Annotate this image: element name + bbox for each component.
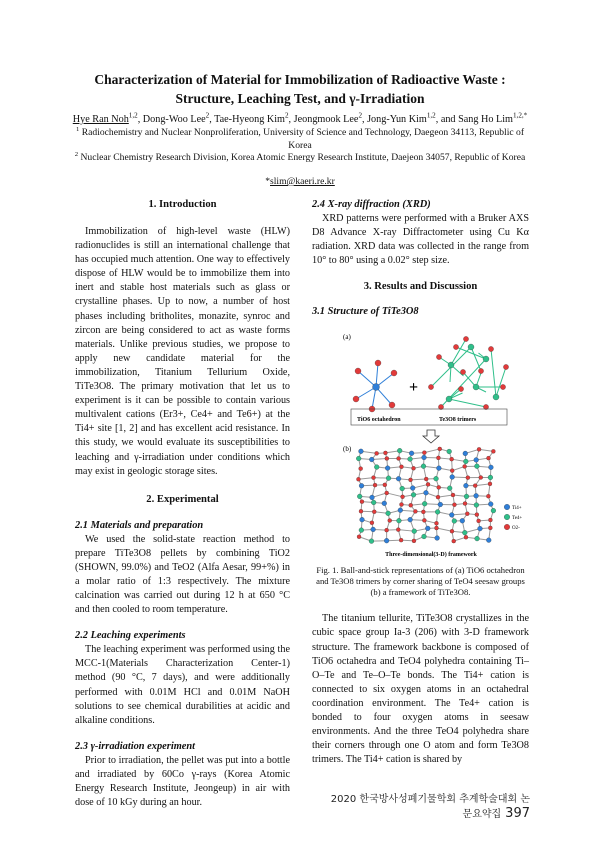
oxygen-atom	[460, 370, 465, 375]
s24-heading: 2.4 X-ray diffraction (XRD)	[312, 199, 431, 210]
tellurium-atom	[446, 449, 451, 454]
oxygen-atom	[357, 535, 361, 539]
oxygen-atom	[399, 465, 403, 469]
oxygen-atom	[411, 539, 415, 543]
oxygen-atom	[384, 491, 388, 495]
oxygen-atom	[463, 337, 468, 342]
oxygen-atom	[463, 502, 467, 506]
oxygen-atom	[396, 528, 400, 532]
fig-label-a: (a)	[342, 333, 351, 342]
bond	[479, 450, 493, 452]
titanium-atom	[409, 451, 414, 456]
oxygen-atom	[474, 513, 478, 517]
oxygen-atom	[353, 396, 359, 402]
titanium-atom	[407, 518, 412, 523]
figure-1	[321, 327, 521, 559]
bond	[386, 493, 402, 497]
legend-label: Ti4+	[511, 506, 522, 512]
oxygen-atom	[375, 360, 381, 366]
bond	[491, 349, 496, 397]
s31-text: The titanium tellurite, TiTe3O8 crystallizes in the cubic space group Ia-3 (206) with 3-D framework structure. The framework backbone is composed of TiO6 octahedra and TeO4 polyhedra containing Ti–O–Te and Te–O–Te bonds. The Ti4+ cation is connected to six oxygen atoms in an octahedral coordination environment. The Te4+ cation is bonded to four oxygen atoms in seesaw environments. And the three TeO4 polyhedra share their corners through one O atom and form Te3O8 trimers. The Ti4+ cation is shared by	[312, 613, 529, 766]
left-column	[75, 198, 290, 810]
legend-swatch	[504, 525, 510, 531]
title-line-1: Characterization of Material for Immobilization of Radioactive Waste :	[94, 72, 506, 87]
tellurium-atom	[447, 486, 452, 491]
oxygen-atom	[450, 493, 454, 497]
oxygen-atom	[491, 450, 495, 454]
titanium-atom	[462, 451, 467, 456]
tellurium-atom	[386, 476, 391, 481]
affiliation-1	[70, 127, 530, 152]
titanium-atom	[397, 508, 402, 513]
oxygen-atom	[428, 385, 433, 390]
titanium-atom	[486, 538, 491, 543]
s21-heading: 2.1 Materials and preparation	[75, 519, 204, 531]
results-heading: 3. Results and Discussion	[363, 281, 478, 293]
right-column	[312, 198, 529, 767]
oxygen-atom	[477, 448, 481, 452]
oxygen-atom	[434, 522, 438, 526]
oxygen-atom	[458, 387, 463, 392]
s31-heading: 3.1 Structure of TiTe3O8	[312, 306, 419, 318]
bond	[410, 479, 426, 480]
tio6-octahedron-drawing	[353, 360, 397, 412]
titanium-atom	[488, 465, 493, 470]
oxygen-atom	[384, 529, 388, 533]
tellurium-atom	[358, 528, 363, 533]
titanium-atom	[410, 486, 415, 491]
affiliation-2-text: Nuclear Chemistry Research Division, Korea Atomic Energy Research Institute, Daejeon 34057, Republic of Korea	[80, 152, 526, 163]
oxygen-atom	[383, 451, 387, 455]
contact-email	[70, 176, 530, 189]
tellurium-atom	[435, 510, 440, 515]
oxygen-atom	[356, 478, 360, 482]
tellurium-atom	[407, 457, 412, 462]
titanium-atom	[369, 495, 374, 500]
oxygen-atom	[373, 483, 377, 487]
titanium-atom	[421, 455, 426, 460]
tellurium-atom	[468, 344, 474, 350]
tellurium-atom	[397, 449, 402, 454]
affiliation-1-text: Radiochemistry and Nuclear Nonproliferation, University of Science and Technology, Daegeon 34113, Republic of Korea	[81, 127, 525, 151]
element-legend	[504, 505, 522, 532]
oxygen-atom	[400, 495, 404, 499]
s23-heading: 2.3 γ-irradiation experiment	[75, 740, 196, 752]
oxygen-atom	[411, 467, 415, 471]
s23-text: Prior to irradiation, the pellet was put into a bottle and irradiated by 60Co γ-rays (Korea Atomic Energy Research Institute, Jeongeup) in air with dose of 10 kGy during an hour.	[75, 754, 290, 809]
oxygen-atom	[413, 510, 417, 514]
oxygen-atom	[434, 526, 438, 530]
author-6: Sang Ho Lim	[458, 114, 513, 125]
titanium-atom	[477, 527, 482, 532]
titanium-atom	[396, 477, 401, 482]
oxygen-atom	[422, 519, 426, 523]
crystal-structure-figure	[321, 327, 521, 559]
oxygen-atom	[408, 478, 412, 482]
oxygen-atom	[424, 477, 428, 481]
oxygen-atom	[463, 536, 467, 540]
email-link[interactable]: slim@kaeri.re.kr	[270, 176, 335, 187]
author-2: Dong-Woo Lee	[142, 114, 206, 125]
titanium-atom	[423, 491, 428, 496]
tellurium-atom	[448, 362, 454, 368]
oxygen-atom	[476, 519, 480, 523]
oxygen-atom	[426, 483, 430, 487]
author-1-sup: 1,2	[128, 111, 138, 120]
tellurium-atom	[491, 509, 496, 514]
tellurium-atom	[385, 511, 390, 516]
tellurium-atom	[421, 464, 426, 469]
tellurium-atom	[433, 477, 438, 482]
oxygen-atom	[422, 451, 426, 455]
oxygen-atom	[449, 458, 453, 462]
title-line-2: Structure, Leaching Test, and γ-Irradiation	[175, 91, 425, 106]
bond	[436, 528, 451, 531]
author-list: Hye Ran Noh$^{1,2}$, Dong-Woo Lee$^2$, Tae-Hyeong Kim$^2$, Jeongmook Lee$^2$, Jong-Yun Kim$^{1,2}$, and Sang Ho Lim$^{1,2,*}$	[72, 111, 528, 125]
author-6-sup: 1,2,*	[512, 111, 528, 120]
oxygen-atom	[369, 521, 373, 525]
tellurium-atom	[474, 537, 479, 542]
titanium-atom	[436, 466, 441, 471]
s22-heading: 2.2 Leaching experiments	[75, 630, 186, 642]
affiliation-2	[70, 152, 530, 165]
oxygen-atom	[372, 510, 376, 514]
oxygen-atom	[384, 457, 388, 461]
te3o8-label: Te3O8 trimers	[438, 417, 476, 424]
oxygen-atom	[465, 476, 469, 480]
titanium-atom	[449, 475, 454, 480]
tellurium-atom	[451, 519, 456, 524]
oxygen-atom	[436, 486, 440, 490]
legend-swatch	[504, 505, 510, 511]
oxygen-atom	[389, 402, 395, 408]
author-3: Tae-Hyeong Kim	[214, 114, 285, 125]
tellurium-atom	[399, 487, 404, 492]
tellurium-atom	[488, 475, 493, 480]
s21-text: We used the solid-state reaction method to prepare TiTe3O8 pellets by combining TiO2 (SHOWN, 99.0%) and TeO2 (Alfa Aesar, 99+%) in a molar ratio of 1:3 respectively. The mixture calcination was carried out during 12 h at 650 °C and then cooled to room temperature.	[75, 533, 290, 616]
tellurium-atom	[396, 519, 401, 524]
titanium-atom	[434, 536, 439, 541]
titanium-atom	[384, 539, 389, 544]
author-4-sup: 2	[358, 111, 362, 120]
tellurium-atom	[374, 465, 379, 470]
titanium-atom	[370, 527, 375, 532]
affiliation-2-num: 2	[74, 150, 79, 158]
bond	[438, 495, 453, 497]
titanium-atom	[463, 484, 468, 489]
oxygen-atom	[437, 447, 441, 451]
page-footer	[330, 790, 530, 821]
oxygen-atom	[453, 345, 458, 350]
oxygen-atom	[436, 355, 441, 360]
titanium-atom	[369, 457, 374, 462]
fig-label-b: (b)	[342, 445, 351, 454]
tellurium-atom	[369, 539, 374, 544]
tellurium-atom	[422, 502, 427, 507]
titanium-atom	[488, 502, 493, 507]
oxygen-atom	[486, 456, 490, 460]
oxygen-atom	[399, 503, 403, 507]
titanium-atom	[473, 458, 478, 463]
bond	[449, 399, 486, 407]
titanium-atom	[449, 513, 454, 518]
tellurium-atom	[411, 493, 416, 498]
oxygen-atom	[436, 456, 440, 460]
author-5-sup: 1,2	[426, 111, 436, 120]
tellurium-atom	[462, 531, 467, 536]
tellurium-atom	[411, 529, 416, 534]
oxygen-atom	[387, 519, 391, 523]
oxygen-atom	[382, 483, 386, 487]
bond	[496, 367, 506, 397]
s24-text: XRD patterns were performed with a Bruker AXS D8 Advance X-ray Diffractometer using Cu Kα radiation. XRD data was collected in the range from 10° to 80° using a 0.02° step size.	[312, 213, 529, 267]
tellurium-atom	[473, 384, 479, 390]
author-3-sup: 2	[284, 111, 289, 120]
author-2-sup: 2	[205, 111, 210, 120]
oxygen-atom	[487, 482, 491, 486]
tellurium-atom	[483, 356, 489, 362]
oxygen-atom	[358, 510, 362, 514]
titanium-atom	[425, 526, 430, 531]
bond	[424, 449, 439, 453]
oxygen-atom	[359, 500, 363, 504]
oxygen-atom	[452, 503, 456, 507]
oxygen-atom	[451, 539, 455, 543]
tellurium-atom	[493, 394, 499, 400]
legend-label: O2-	[511, 526, 520, 532]
oxygen-atom	[355, 368, 361, 374]
affiliation-1-num: 1	[75, 125, 80, 133]
bond	[475, 484, 490, 486]
titanium-atom	[437, 502, 442, 507]
titanium-atom	[459, 519, 464, 524]
email-prefix: *	[265, 176, 270, 187]
titanium-atom	[359, 484, 364, 489]
author-4: Jeongmook Lee	[293, 114, 359, 125]
oxygen-atom	[462, 465, 466, 469]
oxygen-atom	[436, 496, 440, 500]
author-5: Jong-Yun Kim	[367, 114, 427, 125]
oxygen-atom	[408, 504, 412, 508]
oxygen-atom	[478, 369, 483, 374]
down-arrow-icon	[423, 430, 439, 443]
intro-text: Immobilization of high-level waste (HLW) radionuclides is still an international challenge that has occupied much attention. One way to effectively dispose of HLW would be to immobilize them into inert and stable host materials such as glass or crystalline phases. Up to now, a number of host phases including britholites, monazite, synroc and zircon are being considered to act as waste forms materials. Unlike previous studies, we propose to apply new candidate material for the immobilization, Titanium Tellurium Oxide, TiTe3O8. The primary motivation that let us to experiment is it can be possible to contain various multivalent cations (Er3+, Ce4+ and Te6+) at the Ti4+ site [1, 2] and has excellent acid resistance. In this study, we would evaluate its susceptibilities to leaching and γ-irradiation under conditions which may exist in geologic storage sites.	[75, 226, 290, 477]
oxygen-atom	[358, 467, 362, 471]
paper-title	[0, 70, 600, 108]
bond	[451, 339, 466, 365]
oxygen-atom	[488, 518, 492, 522]
titanium-atom	[473, 494, 478, 499]
oxygen-atom	[488, 347, 493, 352]
oxygen-atom	[473, 484, 477, 488]
oxygen-atom	[374, 452, 378, 456]
titanium-atom	[385, 466, 390, 471]
titanium-atom	[358, 449, 363, 454]
oxygen-atom	[500, 385, 505, 390]
plus-sign: +	[408, 379, 418, 397]
titanium-atom	[359, 518, 364, 523]
legend-swatch	[504, 515, 510, 521]
tio6-label: TiO6 octahedron	[356, 417, 401, 424]
bond	[358, 478, 373, 480]
tellurium-atom	[473, 503, 478, 508]
oxygen-atom	[371, 476, 375, 480]
tellurium-atom	[421, 534, 426, 539]
oxygen-atom	[465, 512, 469, 516]
oxygen-atom	[503, 365, 508, 370]
te3o8-trimer-drawing	[428, 337, 508, 410]
tellurium-atom	[474, 464, 479, 469]
figure-caption: Fig. 1. Ball-and-stick representations of (a) TiO6 octahedron and Te3O8 trimers by corner sharing of TeO4 seesaw groups (b) a framework of TiTe3O8.	[316, 565, 525, 598]
s22-text: The leaching experiment was performed using the MCC-1(Materials Characterization Center-1) method (90 °C, 7 days), and were additionally performed with 0.01M HCl and 0.01M NaOH solutions to see chemical durabilities at acidic and alkaline conditions.	[75, 644, 290, 726]
tellurium-atom	[446, 396, 452, 402]
bond	[471, 347, 481, 371]
experimental-heading: 2. Experimental	[146, 493, 219, 505]
footer-text: 2020 한국방사성폐기물학회 추계학술대회 논문요약집	[330, 794, 530, 820]
framework-drawing	[356, 447, 496, 544]
oxygen-atom	[486, 495, 490, 499]
tellurium-atom	[463, 459, 468, 464]
oxygen-atom	[391, 370, 397, 376]
oxygen-atom	[488, 526, 492, 530]
author-1: Hye Ran Noh	[72, 114, 129, 125]
framework-label: Three-dimensional(3-D) framework	[384, 552, 477, 559]
oxygen-atom	[450, 469, 454, 473]
titanium-atom	[372, 384, 379, 391]
page-number: 397	[505, 806, 530, 821]
oxygen-atom	[449, 530, 453, 534]
tellurium-atom	[357, 494, 362, 499]
intro-heading: 1. Introduction	[148, 199, 217, 210]
titanium-atom	[381, 501, 386, 506]
oxygen-atom	[478, 476, 482, 480]
oxygen-atom	[396, 457, 400, 461]
oxygen-atom	[421, 510, 425, 514]
tellurium-atom	[371, 500, 376, 505]
oxygen-atom	[399, 539, 403, 543]
tellurium-atom	[356, 456, 361, 461]
legend-label: Te4+	[511, 516, 522, 522]
tellurium-atom	[464, 494, 469, 499]
